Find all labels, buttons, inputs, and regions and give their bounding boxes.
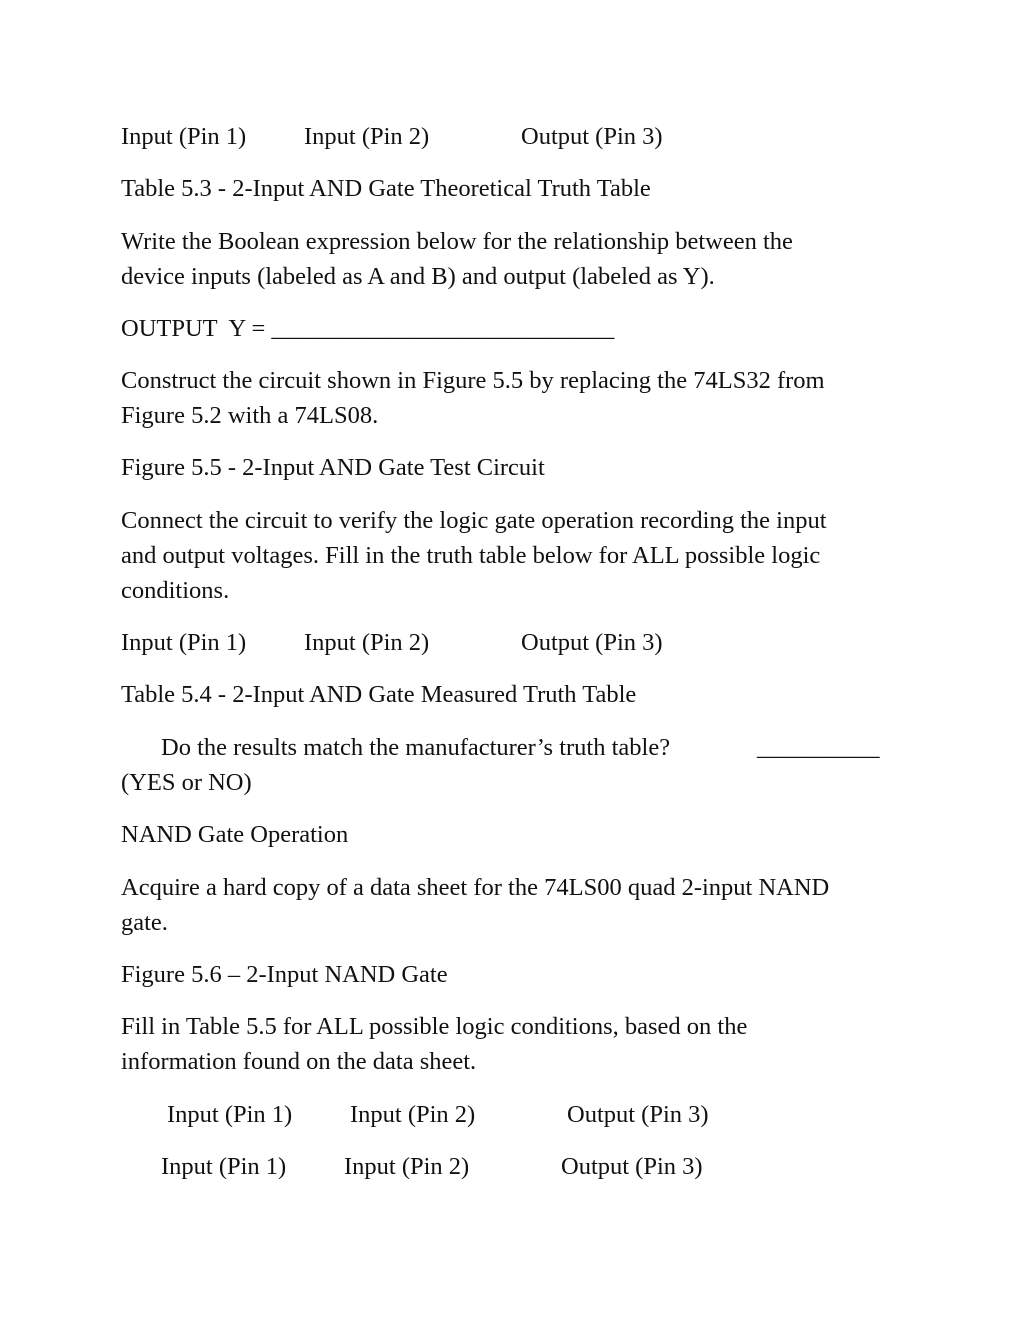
table-5-6-header <box>0 1149 703 1324</box>
match-question: Do the results match the manufacturer’s truth table? <box>161 734 671 761</box>
header-input-pin1: Input (Pin 1) <box>167 1101 293 1128</box>
output-expression-field: OUTPUT Y = ____________________________ <box>121 315 615 342</box>
boolean-instruction-line2: device inputs (labeled as A and B) and output (labeled as Y). <box>121 263 715 290</box>
header-output-pin3: Output (Pin 3) <box>521 123 663 150</box>
header-input-pin2: Input (Pin 2) <box>304 629 430 656</box>
header-input-pin2: Input (Pin 2) <box>344 1153 470 1180</box>
figure-5-5-caption: Figure 5.5 - 2-Input AND Gate Test Circuit <box>121 454 545 481</box>
connect-line1: Connect the circuit to verify the logic gate operation recording the input <box>121 507 827 534</box>
header-output-pin3: Output (Pin 3) <box>561 1153 703 1180</box>
header-input-pin2: Input (Pin 2) <box>304 123 430 150</box>
header-input-pin1: Input (Pin 1) <box>121 123 247 150</box>
fill-line2: information found on the data sheet. <box>121 1048 477 1075</box>
boolean-instruction-line1: Write the Boolean expression below for the relationship between the <box>121 228 793 255</box>
fill-line1: Fill in Table 5.5 for ALL possible logic conditions, based on the <box>121 1013 748 1040</box>
figure-5-6-caption: Figure 5.6 – 2-Input NAND Gate <box>121 961 448 988</box>
connect-line2: and output voltages. Fill in the truth table below for ALL possible logic <box>121 542 821 569</box>
acquire-line2: gate. <box>121 909 168 936</box>
table-5-4-caption: Table 5.4 - 2-Input AND Gate Measured Truth Table <box>121 681 637 708</box>
header-input-pin1: Input (Pin 1) <box>121 629 247 656</box>
header-input-pin2: Input (Pin 2) <box>350 1101 476 1128</box>
header-input-pin1: Input (Pin 1) <box>161 1153 287 1180</box>
construct-line1: Construct the circuit shown in Figure 5.5 by replacing the 74LS32 from <box>121 367 825 394</box>
header-output-pin3: Output (Pin 3) <box>567 1101 709 1128</box>
table-5-3-caption: Table 5.3 - 2-Input AND Gate Theoretical Truth Table <box>121 175 651 202</box>
match-answer-blank: __________ <box>757 734 880 761</box>
header-output-pin3: Output (Pin 3) <box>521 629 663 656</box>
connect-line3: conditions. <box>121 577 230 604</box>
acquire-line1: Acquire a hard copy of a data sheet for the 74LS00 quad 2-input NAND <box>121 874 830 901</box>
construct-line2: Figure 5.2 with a 74LS08. <box>121 402 379 429</box>
match-options: (YES or NO) <box>121 769 252 796</box>
nand-heading: NAND Gate Operation <box>121 821 349 848</box>
